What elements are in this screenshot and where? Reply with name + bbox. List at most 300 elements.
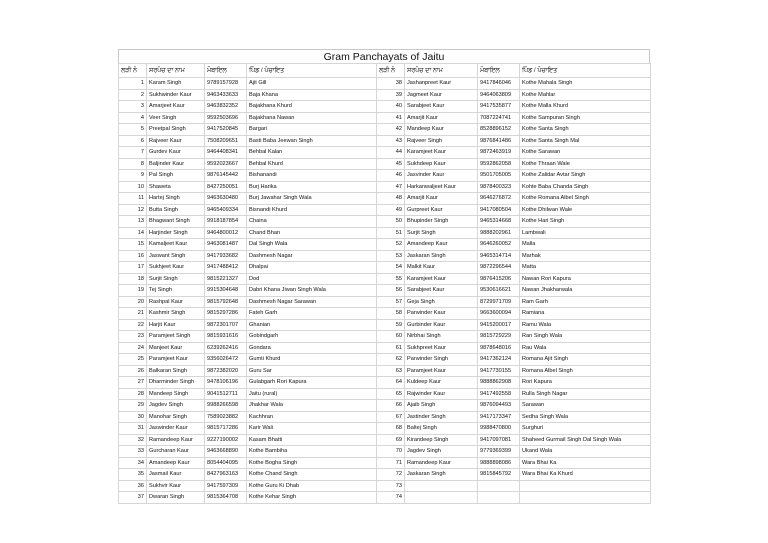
serial-cell: 29 [119,400,147,412]
serial-cell: 24 [119,342,147,354]
sarpanch-name-cell: Geja Singh [405,296,478,308]
serial-cell: 2 [119,89,147,101]
village-cell: Romana Ajit Singh [520,354,651,366]
mobile-cell: 9417597309 [205,480,247,492]
mobile-cell: 9872301707 [205,319,247,331]
village-cell: Chand Bhan [247,227,377,239]
village-cell: Kothe Sampuran Singh [520,112,651,124]
mobile-cell: 9888898086 [478,457,520,469]
village-cell: Fateh Garh [247,308,377,320]
mobile-cell: 9815717286 [205,423,247,435]
mobile-cell: 9417535877 [478,101,520,113]
serial-cell: 18 [119,273,147,285]
sarpanch-name-cell: Rajveer Singh [405,135,478,147]
header-village: ਪਿੰਡ / ਪੰਚਾਇਤ [247,64,377,78]
table-row [119,308,651,320]
serial-cell: 14 [119,227,147,239]
serial-cell: 73 [377,480,405,492]
mobile-cell: 8729971709 [478,296,520,308]
mobile-cell: 9815792648 [205,296,247,308]
serial-cell: 28 [119,388,147,400]
mobile-cell: 8427963163 [205,469,247,481]
sarpanch-name-cell [405,480,478,492]
header-village: ਪਿੰਡ / ਪੰਚਾਇਤ [520,64,651,78]
village-cell: Rori Kapura [520,377,651,389]
village-cell: Kachhran [247,411,377,423]
serial-cell: 60 [377,331,405,343]
table-row [119,469,651,481]
mobile-cell: 9815221327 [205,273,247,285]
village-cell: Behbal Kalan [247,147,377,159]
mobile-cell: 9356026472 [205,354,247,366]
village-cell: Bajakhana Khurd [247,101,377,113]
serial-cell: 57 [377,296,405,308]
village-cell: Dabri Khana Jiwan Singh Wala [247,285,377,297]
sarpanch-name-cell: Bhupinder Singh [405,216,478,228]
mobile-cell: 9464800012 [205,227,247,239]
mobile-cell: 9478106196 [205,377,247,389]
sarpanch-name-cell: Butta Singh [147,204,205,216]
header-mobile: ਮੋਬਾਇਲ [478,64,520,78]
village-cell: Dashmesh Nagar [247,250,377,262]
mobile-cell: 9530616621 [478,285,520,297]
sarpanch-name-cell: Surjit Singh [147,273,205,285]
mobile-cell: 9815297286 [205,308,247,320]
serial-cell: 7 [119,147,147,159]
sarpanch-name-cell: Parwinder Kaur [405,308,478,320]
table-row [119,365,651,377]
serial-cell: 31 [119,423,147,435]
table-row [119,457,651,469]
village-cell: Matta [520,262,651,274]
sarpanch-name-cell: Sukhpreet Kaur [405,342,478,354]
sarpanch-name-cell: Veer Singh [147,112,205,124]
village-cell: Dashmesh Nagar Sarawan [247,296,377,308]
serial-cell: 38 [377,78,405,90]
serial-cell: 39 [377,89,405,101]
mobile-cell: 9888862908 [478,377,520,389]
sarpanch-name-cell: Ramandeep Kaur [405,457,478,469]
serial-cell: 53 [377,250,405,262]
serial-cell: 58 [377,308,405,320]
sarpanch-name-cell: Dwaran Singh [147,492,205,504]
village-cell: Kothe Thraan Wale [520,158,651,170]
table-row [119,227,651,239]
village-cell: Dod [247,273,377,285]
mobile-cell: 9872296544 [478,262,520,274]
sarpanch-name-cell: Karam Singh [147,78,205,90]
header-mobile: ਮੋਬਾਇਲ [205,64,247,78]
serial-cell: 15 [119,239,147,251]
sarpanch-name-cell: Kirandeep Singh [405,434,478,446]
serial-cell: 9 [119,170,147,182]
village-cell: Sedha Singh Wala [520,411,651,423]
sarpanch-name-cell: Rashpal Kaur [147,296,205,308]
mobile-cell: 9988266598 [205,400,247,412]
mobile-cell: 9417488412 [205,262,247,274]
sarpanch-name-cell: Gurcharan Kaur [147,446,205,458]
mobile-cell: 8054404095 [205,457,247,469]
sarpanch-name-cell: Balkaran Singh [147,365,205,377]
table-row [119,101,651,113]
serial-cell: 23 [119,331,147,343]
table-row [119,296,651,308]
serial-cell: 8 [119,158,147,170]
panchayat-table [118,63,651,504]
sheet-title: Gram Panchayats of Jaitu [118,49,650,63]
village-cell: Jhakhar Wala [247,400,377,412]
village-cell: Ghanian [247,319,377,331]
serial-cell: 1 [119,78,147,90]
sarpanch-name-cell: Amarjeet Kaur [147,101,205,113]
mobile-cell: 9463433633 [205,89,247,101]
sarpanch-name-cell: Pal Singh [147,170,205,182]
serial-cell: 62 [377,354,405,366]
sarpanch-name-cell: Jagdev Singh [147,400,205,412]
table-row [119,78,651,90]
village-cell: Gobindgarh [247,331,377,343]
sarpanch-name-cell: Dharminder Singh [147,377,205,389]
sarpanch-name-cell: Sukhvir Kaur [147,480,205,492]
mobile-cell: 9876094493 [478,400,520,412]
sarpanch-name-cell: Jaskaran Singh [405,250,478,262]
village-cell: Ran Singh Wala [520,331,651,343]
serial-cell: 67 [377,411,405,423]
serial-cell: 69 [377,434,405,446]
table-row [119,331,651,343]
table-row [119,250,651,262]
serial-cell: 22 [119,319,147,331]
village-cell: Bisnandi Khurd [247,204,377,216]
serial-cell: 70 [377,446,405,458]
mobile-cell: 9876145442 [205,170,247,182]
spreadsheet [118,49,650,504]
serial-cell: 12 [119,204,147,216]
village-cell: Karir Wali [247,423,377,435]
village-cell [520,480,651,492]
sarpanch-name-cell: Tej Singh [147,285,205,297]
mobile-cell: 9779369399 [478,446,520,458]
village-cell: Shaheed Gurmail Singh Dal Singh Wala [520,434,651,446]
table-row [119,434,651,446]
serial-cell: 59 [377,319,405,331]
village-cell: Kothe Sarawan [520,147,651,159]
sarpanch-name-cell: Paramjeet Kaur [405,365,478,377]
serial-cell: 52 [377,239,405,251]
serial-cell: 19 [119,285,147,297]
serial-cell: 11 [119,193,147,205]
mobile-cell: 9417492558 [478,388,520,400]
mobile-cell: 9501705005 [478,170,520,182]
serial-cell: 49 [377,204,405,216]
sarpanch-name-cell: Hartej Singh [147,193,205,205]
mobile-cell: 9464063809 [478,89,520,101]
serial-cell: 45 [377,158,405,170]
sarpanch-name-cell: Kashmir Singh [147,308,205,320]
village-cell [520,492,651,504]
mobile-cell: 9646260052 [478,239,520,251]
sarpanch-name-cell: Gurdev Kaur [147,147,205,159]
village-cell: Kothe Santa Singh Mal [520,135,651,147]
serial-cell: 72 [377,469,405,481]
mobile-cell: 9041512711 [205,388,247,400]
village-cell: Kothe Hari Singh [520,216,651,228]
serial-cell: 27 [119,377,147,389]
village-cell: Basti Baba Jeewan Singh [247,135,377,147]
village-cell: Wara Bhai Ka [520,457,651,469]
table-row [119,158,651,170]
sarpanch-name-cell: Karamjeet Kaur [405,273,478,285]
sarpanch-name-cell: Kamaljeet Kaur [147,239,205,251]
village-cell: Ramiana [520,308,651,320]
table-row [119,400,651,412]
sarpanch-name-cell: Nirbhai Singh [405,331,478,343]
serial-cell: 33 [119,446,147,458]
serial-cell: 43 [377,135,405,147]
serial-cell: 74 [377,492,405,504]
sarpanch-name-cell: Mandeep Kaur [405,124,478,136]
mobile-cell: 9646276872 [478,193,520,205]
serial-cell: 56 [377,285,405,297]
mobile-cell: 9227190002 [205,434,247,446]
sarpanch-name-cell: Surjit Singh [405,227,478,239]
village-cell: Kothe Santa Singh [520,124,651,136]
sarpanch-name-cell: Harjit Kaur [147,319,205,331]
serial-cell: 35 [119,469,147,481]
serial-cell: 55 [377,273,405,285]
serial-cell: 3 [119,101,147,113]
village-cell: Kothe Zalidar Avtar Singh [520,170,651,182]
serial-cell: 37 [119,492,147,504]
village-cell: Chaina [247,216,377,228]
sarpanch-name-cell: Paramjeet Kaur [147,354,205,366]
sarpanch-name-cell: Amarjit Kaur [405,112,478,124]
village-cell: Dal Singh Wala [247,239,377,251]
village-cell: Gondara [247,342,377,354]
sarpanch-name-cell: Parwinder Singh [405,354,478,366]
village-cell: Jaitu (rural) [247,388,377,400]
village-cell: Dhalpai [247,262,377,274]
serial-cell: 61 [377,342,405,354]
mobile-cell: 9872382020 [205,365,247,377]
village-cell: Sarawan [520,400,651,412]
header-serial: ਲੜੀ ਨੰ [119,64,147,78]
sarpanch-name-cell: Amandeep Kaur [147,457,205,469]
sarpanch-name-cell: Jagmeet Kaur [405,89,478,101]
serial-cell: 10 [119,181,147,193]
table-row [119,354,651,366]
serial-cell: 36 [119,480,147,492]
village-cell: Kohte Baba Chanda Singh [520,181,651,193]
serial-cell: 47 [377,181,405,193]
mobile-cell [478,480,520,492]
serial-cell: 71 [377,457,405,469]
table-row [119,480,651,492]
sarpanch-name-cell: Rajwinder Kaur [405,388,478,400]
table-row [119,181,651,193]
serial-cell: 48 [377,193,405,205]
mobile-cell: 9815729229 [478,331,520,343]
mobile-cell: 9417933682 [205,250,247,262]
sarpanch-name-cell: Manohar Singh [147,411,205,423]
table-row [119,239,651,251]
village-cell: Gulabgarh Rori Kapura [247,377,377,389]
sarpanch-name-cell: Malkit Kaur [405,262,478,274]
serial-cell: 50 [377,216,405,228]
serial-cell: 4 [119,112,147,124]
mobile-cell: 9815845792 [478,469,520,481]
mobile-cell: 9592862058 [478,158,520,170]
village-cell: Rau Wala [520,342,651,354]
serial-cell: 44 [377,147,405,159]
serial-cell: 5 [119,124,147,136]
serial-cell: 26 [119,365,147,377]
village-cell: Baja Khana [247,89,377,101]
village-cell: Kasam Bhatti [247,434,377,446]
mobile-cell: 7589023882 [205,411,247,423]
table-row [119,124,651,136]
mobile-cell: 9417520845 [205,124,247,136]
serial-cell: 64 [377,377,405,389]
village-cell: Lambwali [520,227,651,239]
sarpanch-name-cell: Jaswant Singh [147,250,205,262]
sarpanch-name-cell: Manjeet Kaur [147,342,205,354]
sarpanch-name-cell: Sukhwinder Kaur [147,89,205,101]
sarpanch-name-cell: Ramandeep Kaur [147,434,205,446]
village-cell: Ajit Gill [247,78,377,90]
serial-cell: 65 [377,388,405,400]
mobile-cell: 9918187854 [205,216,247,228]
header-row [119,64,651,78]
table-row [119,285,651,297]
header-sarpanch-name: ਸਰਪੰਚ ਦਾ ਨਾਮ [147,64,205,78]
village-cell: Kothe Malla Khurd [520,101,651,113]
village-cell: Gumti Khurd [247,354,377,366]
mobile-cell: 9815364708 [205,492,247,504]
mobile-cell: 9463832352 [205,101,247,113]
table-row [119,112,651,124]
table-row [119,388,651,400]
village-cell: Kothe Mahlar [520,89,651,101]
table-row [119,204,651,216]
village-cell: Kothe Kehar Singh [247,492,377,504]
sarpanch-name-cell: Jagdev Singh [405,446,478,458]
sarpanch-name-cell: Baltej Singh [405,423,478,435]
mobile-cell: 9815931616 [205,331,247,343]
sarpanch-name-cell: Kuldeep Kaur [405,377,478,389]
village-cell: Behbal Khurd [247,158,377,170]
table-row [119,135,651,147]
table-row [119,170,651,182]
mobile-cell: 9417173347 [478,411,520,423]
mobile-cell: 9417362124 [478,354,520,366]
sarpanch-name-cell: Sukhjeet Kaur [147,262,205,274]
mobile-cell: 9878648016 [478,342,520,354]
village-cell: Romana Albel Singh [520,365,651,377]
sarpanch-name-cell: Karamjeet Kaur [405,147,478,159]
sarpanch-name-cell: Jasmail Kaur [147,469,205,481]
village-cell: Kothe Dhilwan Wale [520,204,651,216]
mobile-cell: 8528896152 [478,124,520,136]
village-cell: Kothe Mahala Singh [520,78,651,90]
sarpanch-name-cell [405,492,478,504]
serial-cell: 32 [119,434,147,446]
table-row [119,193,651,205]
village-cell: Burj Jawahar Singh Wala [247,193,377,205]
serial-cell: 16 [119,250,147,262]
serial-cell: 21 [119,308,147,320]
mobile-cell: 9915304648 [205,285,247,297]
mobile-cell: 9465314668 [478,216,520,228]
sarpanch-name-cell: Sukhdeep Kaur [405,158,478,170]
sarpanch-name-cell: Shaweta [147,181,205,193]
serial-cell: 42 [377,124,405,136]
serial-cell: 6 [119,135,147,147]
sarpanch-name-cell: Preetpal Singh [147,124,205,136]
sarpanch-name-cell: Harjinder Singh [147,227,205,239]
serial-cell: 25 [119,354,147,366]
mobile-cell: 9417846046 [478,78,520,90]
village-cell: Burj Harika [247,181,377,193]
mobile-cell: 6239262416 [205,342,247,354]
village-cell: Kothe Guru Ki Dhab [247,480,377,492]
table-row [119,147,651,159]
mobile-cell: 7087224741 [478,112,520,124]
village-cell: Ramu Wala [520,319,651,331]
sarpanch-name-cell: Harkanwaljeet Kaur [405,181,478,193]
mobile-cell: 9988470800 [478,423,520,435]
sarpanch-name-cell: Jastinder Singh [405,411,478,423]
village-cell: Bajakhana Nawan [247,112,377,124]
village-cell: Ram Garh [520,296,651,308]
sarpanch-name-cell: Paramjeet Singh [147,331,205,343]
mobile-cell: 7508209651 [205,135,247,147]
table-row [119,377,651,389]
serial-cell: 41 [377,112,405,124]
table-row [119,492,651,504]
sarpanch-name-cell: Mandeep Singh [147,388,205,400]
serial-cell: 46 [377,170,405,182]
sarpanch-name-cell: Jaswinder Kaur [147,423,205,435]
serial-cell: 51 [377,227,405,239]
sarpanch-name-cell: Jasvinder Kaur [405,170,478,182]
village-cell: Surghuri [520,423,651,435]
village-cell: Nawan Jhakharwala [520,285,651,297]
table-row [119,423,651,435]
village-cell: Wara Bhai Ka Khurd [520,469,651,481]
sarpanch-name-cell: Sarabjeet Kaur [405,285,478,297]
sarpanch-name-cell: Gurbinder Kaur [405,319,478,331]
village-cell: Kothe Bambiha [247,446,377,458]
mobile-cell: 9888202961 [478,227,520,239]
mobile-cell: 9592023667 [205,158,247,170]
table-row [119,446,651,458]
serial-cell: 68 [377,423,405,435]
serial-cell: 34 [119,457,147,469]
serial-cell: 13 [119,216,147,228]
serial-cell: 40 [377,101,405,113]
mobile-cell: 9876415206 [478,273,520,285]
mobile-cell [478,492,520,504]
serial-cell: 63 [377,365,405,377]
mobile-cell: 9878400323 [478,181,520,193]
sarpanch-name-cell: Jashanpreet Kaur [405,78,478,90]
sarpanch-name-cell: Rajveer Kaur [147,135,205,147]
mobile-cell: 9417097081 [478,434,520,446]
table-row [119,319,651,331]
village-cell: Nawan Rori Kapura [520,273,651,285]
sarpanch-name-cell: Sarabjeet Kaur [405,101,478,113]
